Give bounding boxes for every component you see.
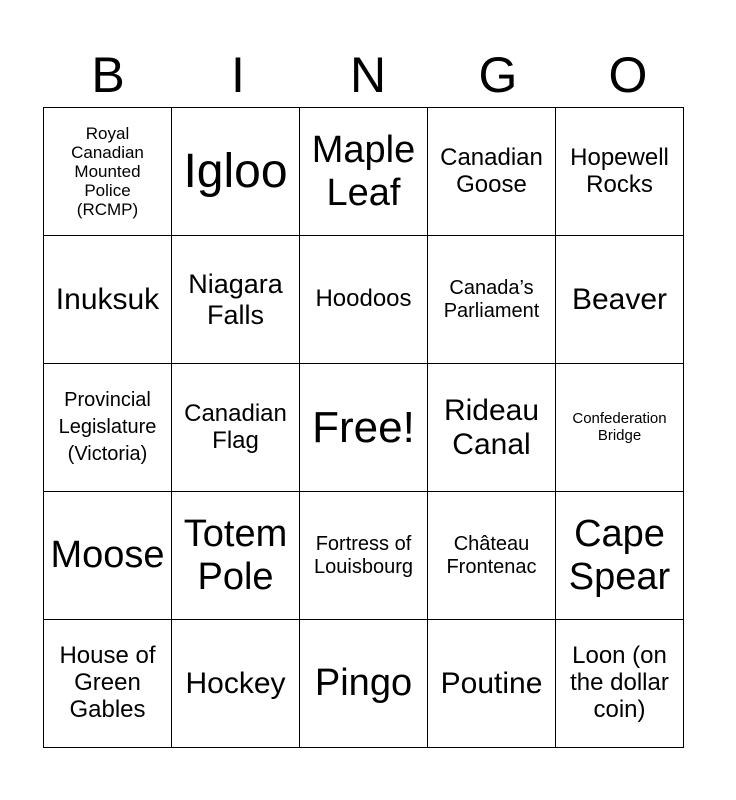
bingo-grid: [43, 107, 684, 748]
bingo-cell[interactable]: House of Green Gables: [44, 620, 172, 748]
bingo-cell[interactable]: Totem Pole: [172, 492, 300, 620]
header-letter-g: G: [478, 47, 518, 103]
bingo-cell[interactable]: Niagara Falls: [172, 236, 300, 364]
bingo-cell[interactable]: Fortress of Louisbourg: [300, 492, 428, 620]
bingo-row-4: [44, 492, 684, 620]
bingo-cell[interactable]: Canadian Flag: [172, 364, 300, 492]
bingo-cell[interactable]: Poutine: [428, 620, 556, 748]
bingo-row-1: [44, 108, 684, 236]
bingo-cell[interactable]: Royal Canadian Mounted Police (RCMP): [44, 108, 172, 236]
bingo-cell[interactable]: Hockey: [172, 620, 300, 748]
bingo-cell[interactable]: Hopewell Rocks: [556, 108, 684, 236]
header-letter-b: B: [91, 47, 125, 103]
bingo-cell[interactable]: Rideau Canal: [428, 364, 556, 492]
bingo-cell[interactable]: Provincial Legislature (Victoria): [44, 364, 172, 492]
bingo-cell[interactable]: Confederation Bridge: [556, 364, 684, 492]
header-letter-o: O: [608, 47, 648, 103]
bingo-cell[interactable]: Beaver: [556, 236, 684, 364]
bingo-cell[interactable]: Inuksuk: [44, 236, 172, 364]
bingo-cell[interactable]: Canadian Goose: [428, 108, 556, 236]
bingo-row-5: [44, 620, 684, 748]
bingo-cell[interactable]: Loon (on the dollar coin): [556, 620, 684, 748]
bingo-cell[interactable]: Château Frontenac: [428, 492, 556, 620]
bingo-cell[interactable]: Moose: [44, 492, 172, 620]
bingo-cell[interactable]: Cape Spear: [556, 492, 684, 620]
bingo-header: [43, 44, 693, 106]
bingo-cell[interactable]: Hoodoos: [300, 236, 428, 364]
bingo-cell[interactable]: Maple Leaf: [300, 108, 428, 236]
bingo-row-2: [44, 236, 684, 364]
header-letter-i: I: [231, 47, 245, 103]
header-letter-n: N: [349, 47, 387, 103]
free-space-cell[interactable]: Free!: [300, 364, 428, 492]
bingo-row-3: [44, 364, 684, 492]
bingo-cell[interactable]: Igloo: [172, 108, 300, 236]
bingo-cell[interactable]: Pingo: [300, 620, 428, 748]
bingo-cell[interactable]: Canada’s Parliament: [428, 236, 556, 364]
